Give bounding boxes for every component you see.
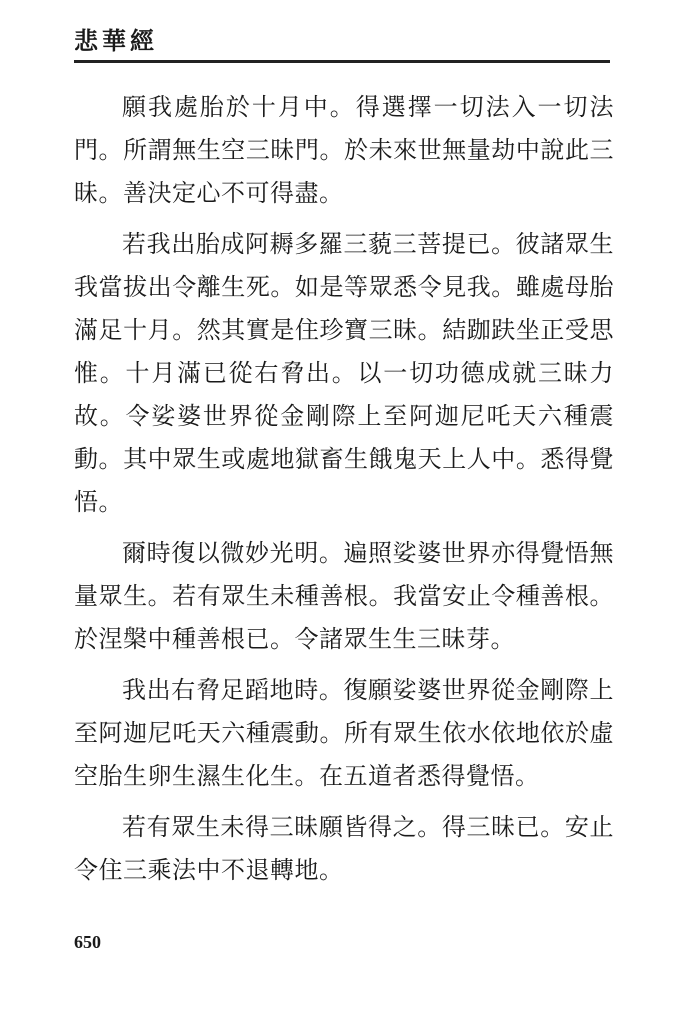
page-body [74,86,614,900]
paragraph-1: 願我處胎於十月中。得選擇一切法入一切法門。所謂無生空三昧門。於未來世無量劫中說此三昧。善決定心不可得盡。 [74,93,614,207]
paragraph-3: 爾時復以微妙光明。遍照娑婆世界亦得覺悟無量眾生。若有眾生未種善根。我當安止令種善根。於涅槃中種善根已。令諸眾生生三昧芽。 [74,539,614,653]
book-title: 悲華經 [74,26,158,55]
header-divider [74,60,610,63]
paragraph-2: 若我出胎成阿耨多羅三藐三菩提已。彼諸眾生我當拔出令離生死。如是等眾悉令見我。雖處母胎滿足十月。然其實是住珍寶三昧。結跏趺坐正受思惟。十月滿已從右脅出。以一切功德成就三昧力故。令娑婆世界從金剛際上至阿迦尼吒天六種震動。其中眾生或處地獄畜生餓鬼天上人中。悉得覺悟。 [74,230,614,516]
page-header [74,24,610,64]
page-number: 650 [74,932,101,952]
paragraph-5: 若有眾生未得三昧願皆得之。得三昧已。安止令住三乘法中不退轉地。 [74,813,614,884]
paragraph-4: 我出右脅足蹈地時。復願娑婆世界從金剛際上至阿迦尼吒天六種震動。所有眾生依水依地依於虛空胎生卵生濕生化生。在五道者悉得覺悟。 [74,676,614,790]
